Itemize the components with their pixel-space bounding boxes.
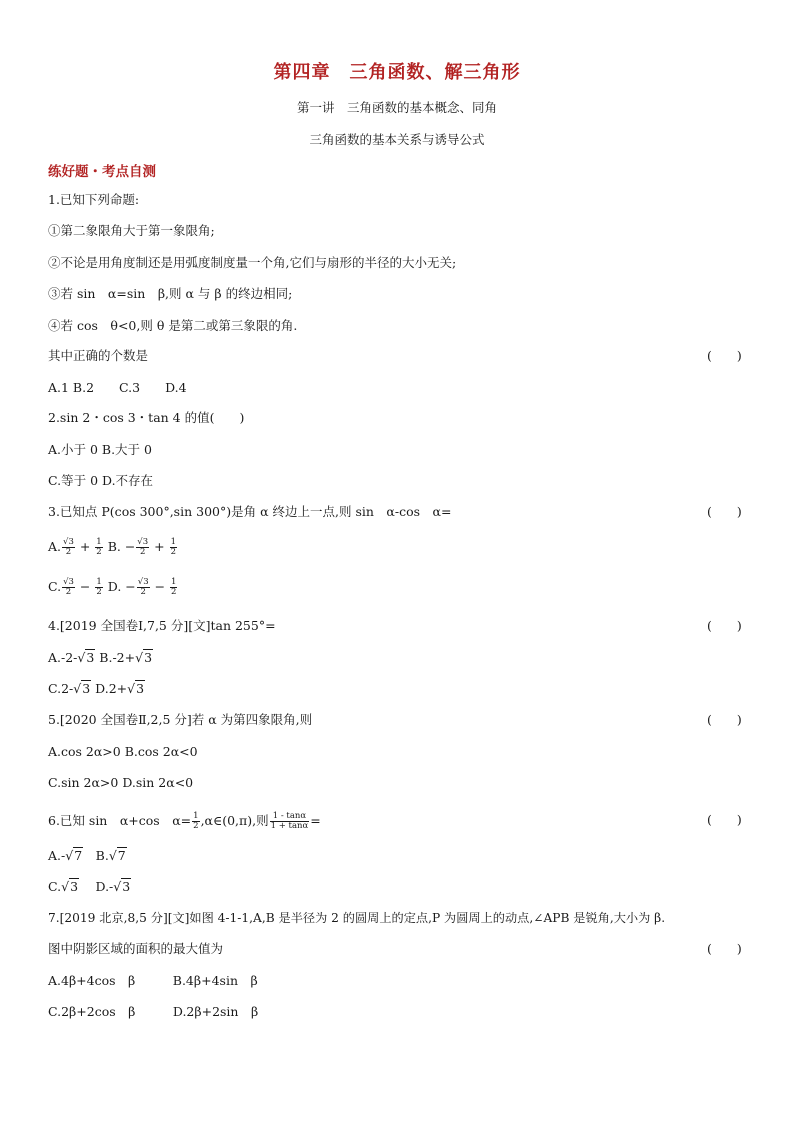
q6-options-ab: A.-√7 B.√7 <box>48 848 126 863</box>
q6-frac-half: $\frac{1}{2}$ <box>193 811 199 831</box>
q6-sqrt3: √3 <box>61 879 79 894</box>
q5-options-ab: A.cos 2α>0 B.cos 2α<0 <box>48 744 198 759</box>
q5-options-cd: C.sin 2α>0 D.sin 2α<0 <box>48 775 194 790</box>
q3-option-c-label: C. <box>48 579 62 594</box>
q4-answer-paren: ( ) <box>707 618 742 633</box>
q4-stem: 4.[2019 全国卷Ⅰ,7,5 分][文]tan 255°= <box>48 618 276 633</box>
q7-stem-line1: 7.[2019 北京,8,5 分][文]如图 4-1-1,A,B 是半径为 2 的圆周上的定点,P 为圆周上的动点,∠APB 是锐角,大小为 β. <box>48 911 666 925</box>
q7-options-ab: A.4β+4cos β B.4β+4sin β <box>48 973 258 988</box>
q3-option-b-label: B. − <box>107 539 136 554</box>
q1-proposition-2: ②不论是用角度制还是用弧度制度量一个角,它们与扇形的半径的大小无关; <box>48 255 457 270</box>
q7-stem-line2: 图中阴影区域的面积的最大值为 <box>48 941 224 956</box>
chapter-title: 第四章 三角函数、解三角形 <box>273 62 521 83</box>
q6-sqrt7: √7 <box>65 848 83 863</box>
q3-stem: 3.已知点 P(cos 300°,sin 300°)是角 α 终边上一点,则 sin α-cos α= <box>48 504 452 519</box>
section-title: 练好题・考点自测 <box>48 164 156 180</box>
q1-proposition-3: ③若 sin α=sin β,则 α 与 β 的终边相同; <box>48 286 293 301</box>
q6-answer-paren: ( ) <box>707 812 742 827</box>
q3-option-d-label: D. − <box>107 579 136 594</box>
q1-answer-paren: ( ) <box>707 348 742 363</box>
q4-options-cd: C.2-√3 D.2+√3 <box>48 681 145 696</box>
lesson-title-line1: 第一讲 三角函数的基本概念、同角 <box>296 100 497 115</box>
q7-options-cd: C.2β+2cos β D.2β+2sin β <box>48 1004 259 1019</box>
lesson-title-line2: 三角函数的基本关系与诱导公式 <box>309 132 485 147</box>
q2-options-ab: A.小于 0 B.大于 0 <box>48 442 152 457</box>
q2-stem: 2.sin 2・cos 3・tan 4 的值( ) <box>48 410 245 425</box>
q5-stem: 5.[2020 全国卷Ⅱ,2,5 分]若 α 为第四象限角,则 <box>48 712 313 727</box>
q3-options-ab: A. $\frac{√3}{2}$ + $\frac{1}{2}$ B. − $\frac{√3}{2}$ + $\frac{1}{2}$ <box>48 537 176 557</box>
q3-option-a-label: A. <box>48 539 62 554</box>
q1-proposition-4: ④若 cos θ<0,则 θ 是第二或第三象限的角. <box>48 318 298 333</box>
q3-options-cd: C. $\frac{√3}{2}$ − $\frac{1}{2}$ D. − $\frac{√3}{2}$ − $\frac{1}{2}$ <box>48 577 177 597</box>
q1-ask: 其中正确的个数是 <box>48 348 149 363</box>
q4-sqrt3: √3 <box>77 650 95 665</box>
q3-frac-sqrt3-over-2: $\frac{√3}{2}$ <box>63 537 74 557</box>
q6-options-cd: C.√3 D.-√3 <box>48 879 131 894</box>
q3-frac-1-over-2: $\frac{1}{2}$ <box>96 537 102 557</box>
q1-stem: 1.已知下列命题: <box>48 192 140 207</box>
q5-answer-paren: ( ) <box>707 712 742 727</box>
q6-frac-tan: $\frac{1 - \tan\alpha}{1 + \tan\alpha}$ <box>270 811 309 831</box>
q7-answer-paren: ( ) <box>707 941 742 956</box>
q6-stem: 6.已知 sin α+cos α= $\frac{1}{2}$ ,α∈(0,π),则 $\frac{1 - \tan\alpha}{1 + \tan\alpha}$ = <box>48 811 321 831</box>
q2-options-cd: C.等于 0 D.不存在 <box>48 473 154 488</box>
q3-answer-paren: ( ) <box>707 504 742 519</box>
q1-proposition-1: ①第二象限角大于第一象限角; <box>48 223 215 238</box>
q1-options: A.1 B.2 C.3 D.4 <box>48 380 187 395</box>
q4-options-ab: A.-2-√3 B.-2+√3 <box>48 650 153 665</box>
